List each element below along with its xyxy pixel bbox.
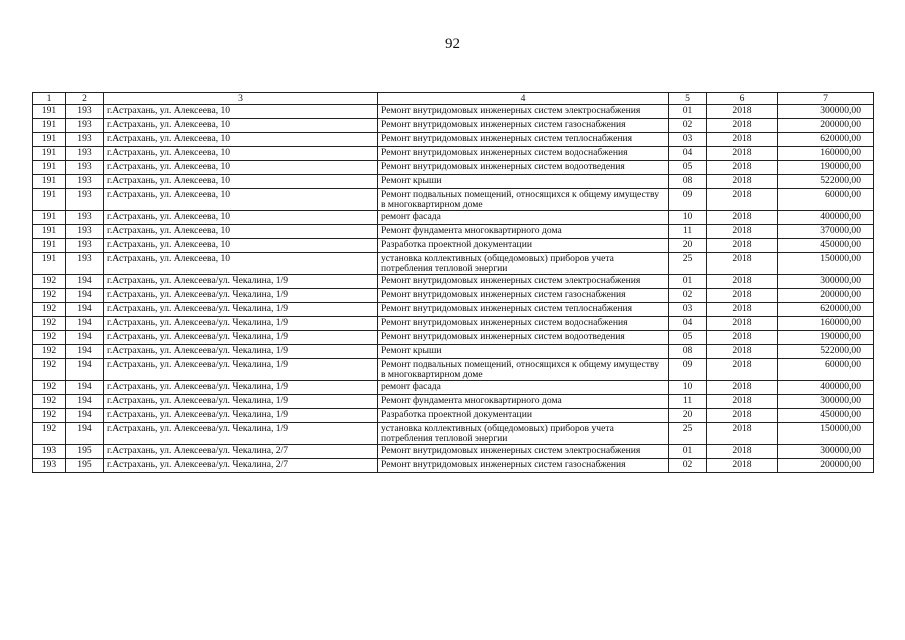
cost-cell: 400000,00 (778, 381, 874, 395)
table-row (33, 395, 874, 409)
row-index-cell: 191 (33, 161, 66, 175)
cost-cell: 400000,00 (778, 211, 874, 225)
column-header: 5 (669, 93, 707, 105)
work-code-cell: 08 (669, 175, 707, 189)
house-number-cell: 193 (66, 105, 104, 119)
work-code-cell: 25 (669, 423, 707, 445)
address-cell: г.Астрахань, ул. Алексеева/ул. Чекалина, 1/9 (104, 289, 378, 303)
cost-cell: 190000,00 (778, 161, 874, 175)
work-type-cell: Ремонт внутридомовых инженерных систем водоотведения (378, 331, 669, 345)
table-row (33, 345, 874, 359)
work-code-cell: 09 (669, 189, 707, 211)
work-code-cell: 11 (669, 225, 707, 239)
year-cell: 2018 (707, 161, 778, 175)
year-cell: 2018 (707, 253, 778, 275)
year-cell: 2018 (707, 345, 778, 359)
house-number-cell: 193 (66, 225, 104, 239)
work-type-cell: Ремонт внутридомовых инженерных систем водоснабжения (378, 147, 669, 161)
address-cell: г.Астрахань, ул. Алексеева/ул. Чекалина, 1/9 (104, 317, 378, 331)
table-body (33, 105, 874, 473)
work-type-cell: установка коллективных (общедомовых) приборов учета потребления тепловой энергии (378, 423, 669, 445)
cost-cell: 370000,00 (778, 225, 874, 239)
cost-cell: 620000,00 (778, 133, 874, 147)
table-row (33, 253, 874, 275)
address-cell: г.Астрахань, ул. Алексеева/ул. Чекалина, 1/9 (104, 331, 378, 345)
row-index-cell: 191 (33, 211, 66, 225)
row-index-cell: 192 (33, 395, 66, 409)
row-index-cell: 192 (33, 381, 66, 395)
work-type-cell: Ремонт крыши (378, 345, 669, 359)
year-cell: 2018 (707, 359, 778, 381)
address-cell: г.Астрахань, ул. Алексеева, 10 (104, 211, 378, 225)
column-header: 4 (378, 93, 669, 105)
house-number-cell: 194 (66, 303, 104, 317)
page-number: 92 (445, 36, 460, 52)
row-index-cell: 192 (33, 275, 66, 289)
house-number-cell: 194 (66, 395, 104, 409)
column-number-row (33, 93, 874, 105)
year-cell: 2018 (707, 289, 778, 303)
year-cell: 2018 (707, 175, 778, 189)
house-number-cell: 194 (66, 289, 104, 303)
work-code-cell: 08 (669, 345, 707, 359)
house-number-cell: 193 (66, 119, 104, 133)
work-type-cell: Ремонт подвальных помещений, относящихся к общему имуществу в многоквартирном доме (378, 359, 669, 381)
table-row (33, 133, 874, 147)
work-type-cell: Ремонт фундамента многоквартирного дома (378, 395, 669, 409)
year-cell: 2018 (707, 105, 778, 119)
year-cell: 2018 (707, 303, 778, 317)
work-type-cell: Ремонт внутридомовых инженерных систем газоснабжения (378, 459, 669, 473)
row-index-cell: 192 (33, 423, 66, 445)
table-row (33, 423, 874, 445)
address-cell: г.Астрахань, ул. Алексеева/ул. Чекалина, 1/9 (104, 409, 378, 423)
cost-cell: 200000,00 (778, 459, 874, 473)
row-index-cell: 191 (33, 253, 66, 275)
row-index-cell: 192 (33, 359, 66, 381)
row-index-cell: 191 (33, 133, 66, 147)
work-code-cell: 01 (669, 105, 707, 119)
year-cell: 2018 (707, 331, 778, 345)
house-number-cell: 194 (66, 359, 104, 381)
table-row (33, 445, 874, 459)
address-cell: г.Астрахань, ул. Алексеева, 10 (104, 239, 378, 253)
house-number-cell: 194 (66, 317, 104, 331)
year-cell: 2018 (707, 381, 778, 395)
table-row (33, 381, 874, 395)
table-row (33, 161, 874, 175)
work-code-cell: 01 (669, 275, 707, 289)
column-header: 1 (33, 93, 66, 105)
address-cell: г.Астрахань, ул. Алексеева/ул. Чекалина, 1/9 (104, 395, 378, 409)
row-index-cell: 191 (33, 189, 66, 211)
work-code-cell: 05 (669, 331, 707, 345)
address-cell: г.Астрахань, ул. Алексеева, 10 (104, 119, 378, 133)
cost-cell: 300000,00 (778, 395, 874, 409)
work-type-cell: Ремонт внутридомовых инженерных систем газоснабжения (378, 289, 669, 303)
year-cell: 2018 (707, 211, 778, 225)
work-code-cell: 03 (669, 133, 707, 147)
address-cell: г.Астрахань, ул. Алексеева, 10 (104, 161, 378, 175)
year-cell: 2018 (707, 395, 778, 409)
address-cell: г.Астрахань, ул. Алексеева, 10 (104, 175, 378, 189)
cost-cell: 150000,00 (778, 253, 874, 275)
table-row (33, 359, 874, 381)
house-number-cell: 194 (66, 275, 104, 289)
cost-cell: 200000,00 (778, 289, 874, 303)
work-type-cell: Ремонт внутридомовых инженерных систем теплоснабжения (378, 133, 669, 147)
column-header: 2 (66, 93, 104, 105)
row-index-cell: 193 (33, 459, 66, 473)
table-row (33, 289, 874, 303)
table-row (33, 147, 874, 161)
work-code-cell: 02 (669, 459, 707, 473)
table-row (33, 409, 874, 423)
repair-schedule-table (32, 92, 874, 473)
row-index-cell: 193 (33, 445, 66, 459)
address-cell: г.Астрахань, ул. Алексеева/ул. Чекалина, 1/9 (104, 381, 378, 395)
house-number-cell: 193 (66, 189, 104, 211)
house-number-cell: 193 (66, 147, 104, 161)
work-code-cell: 10 (669, 211, 707, 225)
year-cell: 2018 (707, 445, 778, 459)
row-index-cell: 192 (33, 409, 66, 423)
cost-cell: 60000,00 (778, 189, 874, 211)
row-index-cell: 191 (33, 239, 66, 253)
address-cell: г.Астрахань, ул. Алексеева/ул. Чекалина, 1/9 (104, 303, 378, 317)
address-cell: г.Астрахань, ул. Алексеева/ул. Чекалина, 2/7 (104, 445, 378, 459)
year-cell: 2018 (707, 133, 778, 147)
work-code-cell: 11 (669, 395, 707, 409)
cost-cell: 300000,00 (778, 445, 874, 459)
work-type-cell: Ремонт фундамента многоквартирного дома (378, 225, 669, 239)
cost-cell: 190000,00 (778, 331, 874, 345)
house-number-cell: 193 (66, 239, 104, 253)
cost-cell: 60000,00 (778, 359, 874, 381)
table-row (33, 275, 874, 289)
row-index-cell: 191 (33, 105, 66, 119)
cost-cell: 620000,00 (778, 303, 874, 317)
work-code-cell: 05 (669, 161, 707, 175)
column-header: 3 (104, 93, 378, 105)
cost-cell: 300000,00 (778, 275, 874, 289)
work-type-cell: Ремонт внутридомовых инженерных систем электроснабжения (378, 275, 669, 289)
table-row (33, 331, 874, 345)
year-cell: 2018 (707, 225, 778, 239)
year-cell: 2018 (707, 119, 778, 133)
work-type-cell: Ремонт внутридомовых инженерных систем электроснабжения (378, 105, 669, 119)
cost-cell: 450000,00 (778, 409, 874, 423)
work-code-cell: 01 (669, 445, 707, 459)
house-number-cell: 194 (66, 331, 104, 345)
table-row (33, 189, 874, 211)
house-number-cell: 193 (66, 253, 104, 275)
cost-cell: 450000,00 (778, 239, 874, 253)
year-cell: 2018 (707, 239, 778, 253)
address-cell: г.Астрахань, ул. Алексеева/ул. Чекалина, 1/9 (104, 345, 378, 359)
row-index-cell: 191 (33, 175, 66, 189)
address-cell: г.Астрахань, ул. Алексеева/ул. Чекалина, 1/9 (104, 423, 378, 445)
house-number-cell: 194 (66, 381, 104, 395)
address-cell: г.Астрахань, ул. Алексеева, 10 (104, 253, 378, 275)
work-type-cell: Ремонт внутридомовых инженерных систем водоотведения (378, 161, 669, 175)
house-number-cell: 194 (66, 345, 104, 359)
table-row (33, 317, 874, 331)
cost-cell: 522000,00 (778, 175, 874, 189)
row-index-cell: 192 (33, 317, 66, 331)
row-index-cell: 192 (33, 345, 66, 359)
table-row (33, 105, 874, 119)
work-type-cell: Ремонт внутридомовых инженерных систем водоснабжения (378, 317, 669, 331)
row-index-cell: 191 (33, 147, 66, 161)
year-cell: 2018 (707, 189, 778, 211)
row-index-cell: 192 (33, 303, 66, 317)
cost-cell: 200000,00 (778, 119, 874, 133)
table-row (33, 239, 874, 253)
work-type-cell: Разработка проектной документации (378, 239, 669, 253)
work-type-cell: Ремонт внутридомовых инженерных систем теплоснабжения (378, 303, 669, 317)
work-code-cell: 03 (669, 303, 707, 317)
column-header: 6 (707, 93, 778, 105)
address-cell: г.Астрахань, ул. Алексеева/ул. Чекалина, 1/9 (104, 275, 378, 289)
work-code-cell: 02 (669, 289, 707, 303)
table-row (33, 303, 874, 317)
cost-cell: 160000,00 (778, 147, 874, 161)
work-code-cell: 02 (669, 119, 707, 133)
cost-cell: 160000,00 (778, 317, 874, 331)
year-cell: 2018 (707, 317, 778, 331)
work-type-cell: Ремонт внутридомовых инженерных систем газоснабжения (378, 119, 669, 133)
year-cell: 2018 (707, 423, 778, 445)
work-type-cell: ремонт фасада (378, 211, 669, 225)
work-code-cell: 04 (669, 317, 707, 331)
row-index-cell: 191 (33, 225, 66, 239)
house-number-cell: 194 (66, 423, 104, 445)
table-row (33, 119, 874, 133)
work-type-cell: Ремонт подвальных помещений, относящихся к общему имуществу в многоквартирном доме (378, 189, 669, 211)
row-index-cell: 191 (33, 119, 66, 133)
address-cell: г.Астрахань, ул. Алексеева, 10 (104, 147, 378, 161)
work-code-cell: 10 (669, 381, 707, 395)
house-number-cell: 193 (66, 211, 104, 225)
work-code-cell: 20 (669, 409, 707, 423)
address-cell: г.Астрахань, ул. Алексеева, 10 (104, 189, 378, 211)
cost-cell: 150000,00 (778, 423, 874, 445)
table-row (33, 459, 874, 473)
table-row (33, 175, 874, 189)
address-cell: г.Астрахань, ул. Алексеева, 10 (104, 133, 378, 147)
address-cell: г.Астрахань, ул. Алексеева, 10 (104, 105, 378, 119)
house-number-cell: 195 (66, 459, 104, 473)
cost-cell: 300000,00 (778, 105, 874, 119)
house-number-cell: 195 (66, 445, 104, 459)
year-cell: 2018 (707, 409, 778, 423)
work-code-cell: 04 (669, 147, 707, 161)
work-type-cell: Разработка проектной документации (378, 409, 669, 423)
house-number-cell: 193 (66, 133, 104, 147)
house-number-cell: 193 (66, 175, 104, 189)
cost-cell: 522000,00 (778, 345, 874, 359)
column-header: 7 (778, 93, 874, 105)
work-code-cell: 25 (669, 253, 707, 275)
year-cell: 2018 (707, 459, 778, 473)
work-type-cell: Ремонт крыши (378, 175, 669, 189)
table-row (33, 225, 874, 239)
house-number-cell: 194 (66, 409, 104, 423)
work-code-cell: 09 (669, 359, 707, 381)
work-code-cell: 20 (669, 239, 707, 253)
table-row (33, 211, 874, 225)
house-number-cell: 193 (66, 161, 104, 175)
work-type-cell: Ремонт внутридомовых инженерных систем электроснабжения (378, 445, 669, 459)
year-cell: 2018 (707, 147, 778, 161)
row-index-cell: 192 (33, 331, 66, 345)
work-type-cell: ремонт фасада (378, 381, 669, 395)
address-cell: г.Астрахань, ул. Алексеева/ул. Чекалина, 2/7 (104, 459, 378, 473)
row-index-cell: 192 (33, 289, 66, 303)
work-type-cell: установка коллективных (общедомовых) приборов учета потребления тепловой энергии (378, 253, 669, 275)
year-cell: 2018 (707, 275, 778, 289)
address-cell: г.Астрахань, ул. Алексеева, 10 (104, 225, 378, 239)
address-cell: г.Астрахань, ул. Алексеева/ул. Чекалина, 1/9 (104, 359, 378, 381)
